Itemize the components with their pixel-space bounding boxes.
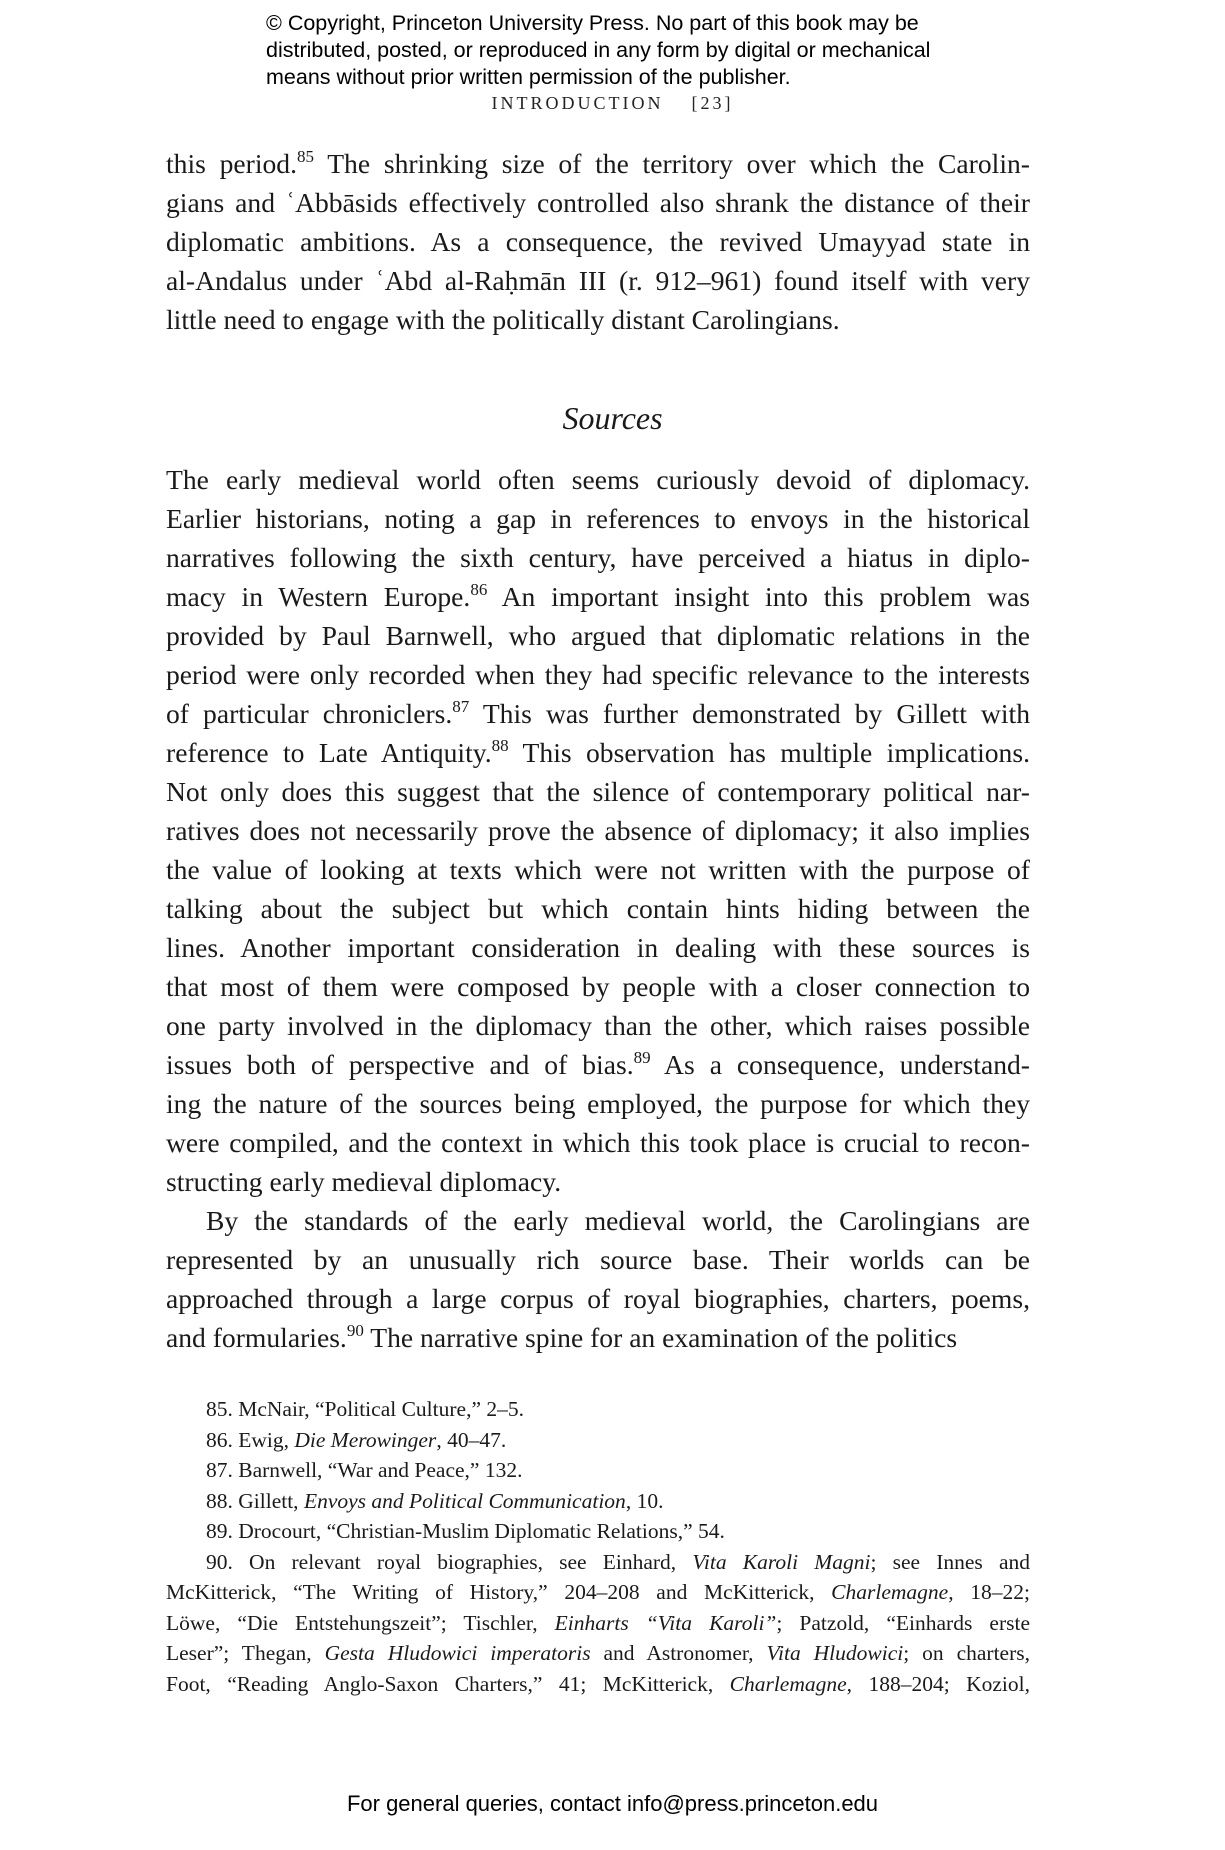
text-run: period were only recorded when they had specific relevance to the interests (166, 659, 1030, 690)
text-line (166, 655, 1030, 694)
text-run: talking about the subject but which contain hints hiding between the (166, 893, 1030, 924)
footnote-text: ; see Innes and (870, 1549, 1030, 1574)
text-run: Earlier historians, noting a gap in references to envoys in the historical (166, 503, 1030, 534)
text-run: structing early medieval diplomacy. (166, 1166, 562, 1197)
text-line (166, 1240, 1030, 1279)
text-run: As a consequence, understand- (650, 1049, 1030, 1080)
text-run: provided by Paul Barnwell, who argued that diplomatic relations in the (166, 620, 1030, 651)
text-run: issues both of perspective and of bias. (166, 1049, 634, 1080)
text-run: reference to Late Antiquity. (166, 737, 492, 768)
text-line (166, 1318, 1030, 1357)
footnote-text: and Astronomer, (590, 1641, 767, 1665)
footnote-text: 87. Barnwell, “War and Peace,” 132. (206, 1458, 523, 1482)
footnote (166, 1516, 1030, 1547)
text-run: The early medieval world often seems curiously devoid of diplomacy. (166, 464, 1030, 495)
text-line (166, 1162, 1030, 1201)
text-run: ratives does not necessarily prove the absence of diplomacy; it also implies (166, 815, 1030, 846)
text-line (166, 1006, 1030, 1045)
text-line (166, 1045, 1030, 1084)
text-run: lines. Another important consideration in dealing with these sources is (166, 932, 1030, 963)
text-line (166, 694, 1030, 733)
text-line (166, 616, 1030, 655)
footnote-reference: 90 (346, 1321, 364, 1340)
footer-contact: For general queries, contact info@press.princeton.edu (346, 1791, 879, 1816)
text-run: This observation has multiple implications. (508, 737, 1030, 768)
text-line (166, 577, 1030, 616)
citation-title: Charlemagne (831, 1580, 949, 1604)
footnote-reference: 85 (296, 147, 314, 166)
citation-title: Envoys and Political Communication (303, 1488, 626, 1513)
footnote-line (166, 1608, 1030, 1639)
text-run: approached through a large corpus of royal biographies, charters, poems, (166, 1283, 1030, 1314)
citation-title: Vita Karoli Magni (692, 1549, 871, 1574)
text-line (166, 538, 1030, 577)
text-line (166, 1201, 1030, 1240)
text-line (166, 183, 1030, 222)
text-line (166, 499, 1030, 538)
footnote-line (166, 1577, 1030, 1608)
text-run: gians and ʿAbbāsids effectively controlled also shrank the distance of their (166, 187, 1030, 218)
text-line (166, 222, 1030, 261)
text-run: the value of looking at texts which were not written with the purpose of (166, 854, 1030, 885)
footnote-reference: 88 (491, 736, 509, 755)
text-run: ing the nature of the sources being employed, the purpose for which they (166, 1088, 1030, 1119)
running-head (0, 93, 1225, 114)
text-run: This was further demonstrated by Gillett with (469, 698, 1030, 729)
paragraph-sources-2 (166, 1201, 1030, 1357)
text-line (166, 733, 1030, 772)
footnote-text: ; Patzold, “Einhards erste (776, 1610, 1030, 1635)
footnotes (166, 1394, 1030, 1699)
running-head-section: INTRODUCTION (491, 93, 664, 113)
text-line (166, 1279, 1030, 1318)
text-run: this period. (166, 148, 297, 179)
text-run: little need to engage with the politically distant Carolingians. (166, 304, 840, 335)
footnote-line (166, 1638, 1030, 1669)
text-run: The narrative spine for an examination of the politics (363, 1322, 958, 1353)
text-line (166, 850, 1030, 889)
footnote-text: Löwe, “Die Entstehungszeit”; Tischler, (166, 1610, 555, 1635)
footnote-text: , 40–47. (436, 1427, 507, 1452)
copyright-line: means without prior written permission of the publisher. (266, 65, 791, 89)
footnote-text: 85. McNair, “Political Culture,” 2–5. (206, 1397, 524, 1421)
text-line (166, 261, 1030, 300)
footnote (166, 1455, 1030, 1486)
footnote-text: , 18–22; (948, 1580, 1030, 1604)
footnote-text: , 10. (625, 1488, 664, 1513)
footnote-text: ; on charters, (903, 1641, 1030, 1665)
footnote-text: 88. Gillett, (206, 1488, 304, 1513)
footnote-reference: 87 (452, 697, 470, 716)
text-run: narratives following the sixth century, have perceived a hiatus in diplo- (166, 542, 1030, 573)
footnote-line (166, 1669, 1030, 1700)
text-line (166, 144, 1030, 183)
footnote (166, 1425, 1030, 1456)
text-line (166, 889, 1030, 928)
text-run: that most of them were composed by people with a closer connection to (166, 971, 1030, 1002)
citation-title: Die Merowinger (294, 1427, 437, 1452)
footnote-text: Foot, “Reading Anglo-Saxon Charters,” 41; McKitterick, (166, 1671, 730, 1696)
footnote-reference: 86 (470, 580, 488, 599)
footnote-90 (166, 1547, 1030, 1700)
text-line (166, 1123, 1030, 1162)
text-run: macy in Western Europe. (166, 581, 471, 612)
text-run: diplomatic ambitions. As a consequence, the revived Umayyad state in (166, 226, 1030, 257)
text-run: Not only does this suggest that the silence of contemporary political nar- (166, 776, 1030, 807)
section-heading: Sources (562, 400, 663, 436)
citation-title: Charlemagne (729, 1671, 847, 1696)
footnote (166, 1394, 1030, 1425)
text-line (166, 1084, 1030, 1123)
text-run: were compiled, and the context in which this took place is crucial to recon- (166, 1127, 1030, 1158)
footnote-text: 89. Drocourt, “Christian-Muslim Diplomatic Relations,” 54. (206, 1519, 725, 1543)
citation-title: Einharts “Vita Karoli” (554, 1610, 777, 1635)
text-run: al-Andalus under ʿAbd al-Raḥmān III (r. 912–961) found itself with very (166, 265, 1030, 296)
footnote-text: 90. On relevant royal biographies, see Einhard, (206, 1549, 693, 1574)
paragraph-sources-1 (166, 460, 1030, 1201)
footnote-text: Leser”; Thegan, (166, 1641, 325, 1665)
text-line (166, 811, 1030, 850)
footnote-reference: 89 (633, 1048, 651, 1067)
text-run: represented by an unusually rich source base. Their worlds can be (166, 1244, 1030, 1275)
page-number: [23] (691, 93, 734, 113)
footnote-text: , 188–204; Koziol, (846, 1671, 1030, 1696)
copyright-notice (266, 10, 1066, 91)
text-run: of particular chroniclers. (166, 698, 453, 729)
text-run: and formularies. (166, 1322, 347, 1353)
paragraph-continued (166, 144, 1030, 339)
text-run: one party involved in the diplomacy than the other, which raises possible (166, 1010, 1030, 1041)
footnote-line (166, 1547, 1030, 1578)
citation-title: Gesta Hludowici imperatoris (324, 1641, 591, 1665)
text-line (166, 300, 1030, 339)
text-line (166, 967, 1030, 1006)
footnote-text: McKitterick, “The Writing of History,” 204–208 and McKitterick, (166, 1580, 832, 1604)
text-run: By the standards of the early medieval world, the Carolingians are (206, 1205, 1030, 1236)
footnote-text: 86. Ewig, (206, 1427, 295, 1452)
copyright-line: distributed, posted, or reproduced in any form by digital or mechanical (266, 38, 931, 62)
text-line (166, 928, 1030, 967)
text-line (166, 460, 1030, 499)
text-run: An important insight into this problem was (487, 581, 1030, 612)
footnote (166, 1486, 1030, 1517)
copyright-line: © Copyright, Princeton University Press. No part of this book may be (266, 11, 919, 35)
text-line (166, 772, 1030, 811)
citation-title: Vita Hludowici (766, 1641, 904, 1665)
text-run: The shrinking size of the territory over which the Carolin- (313, 148, 1030, 179)
